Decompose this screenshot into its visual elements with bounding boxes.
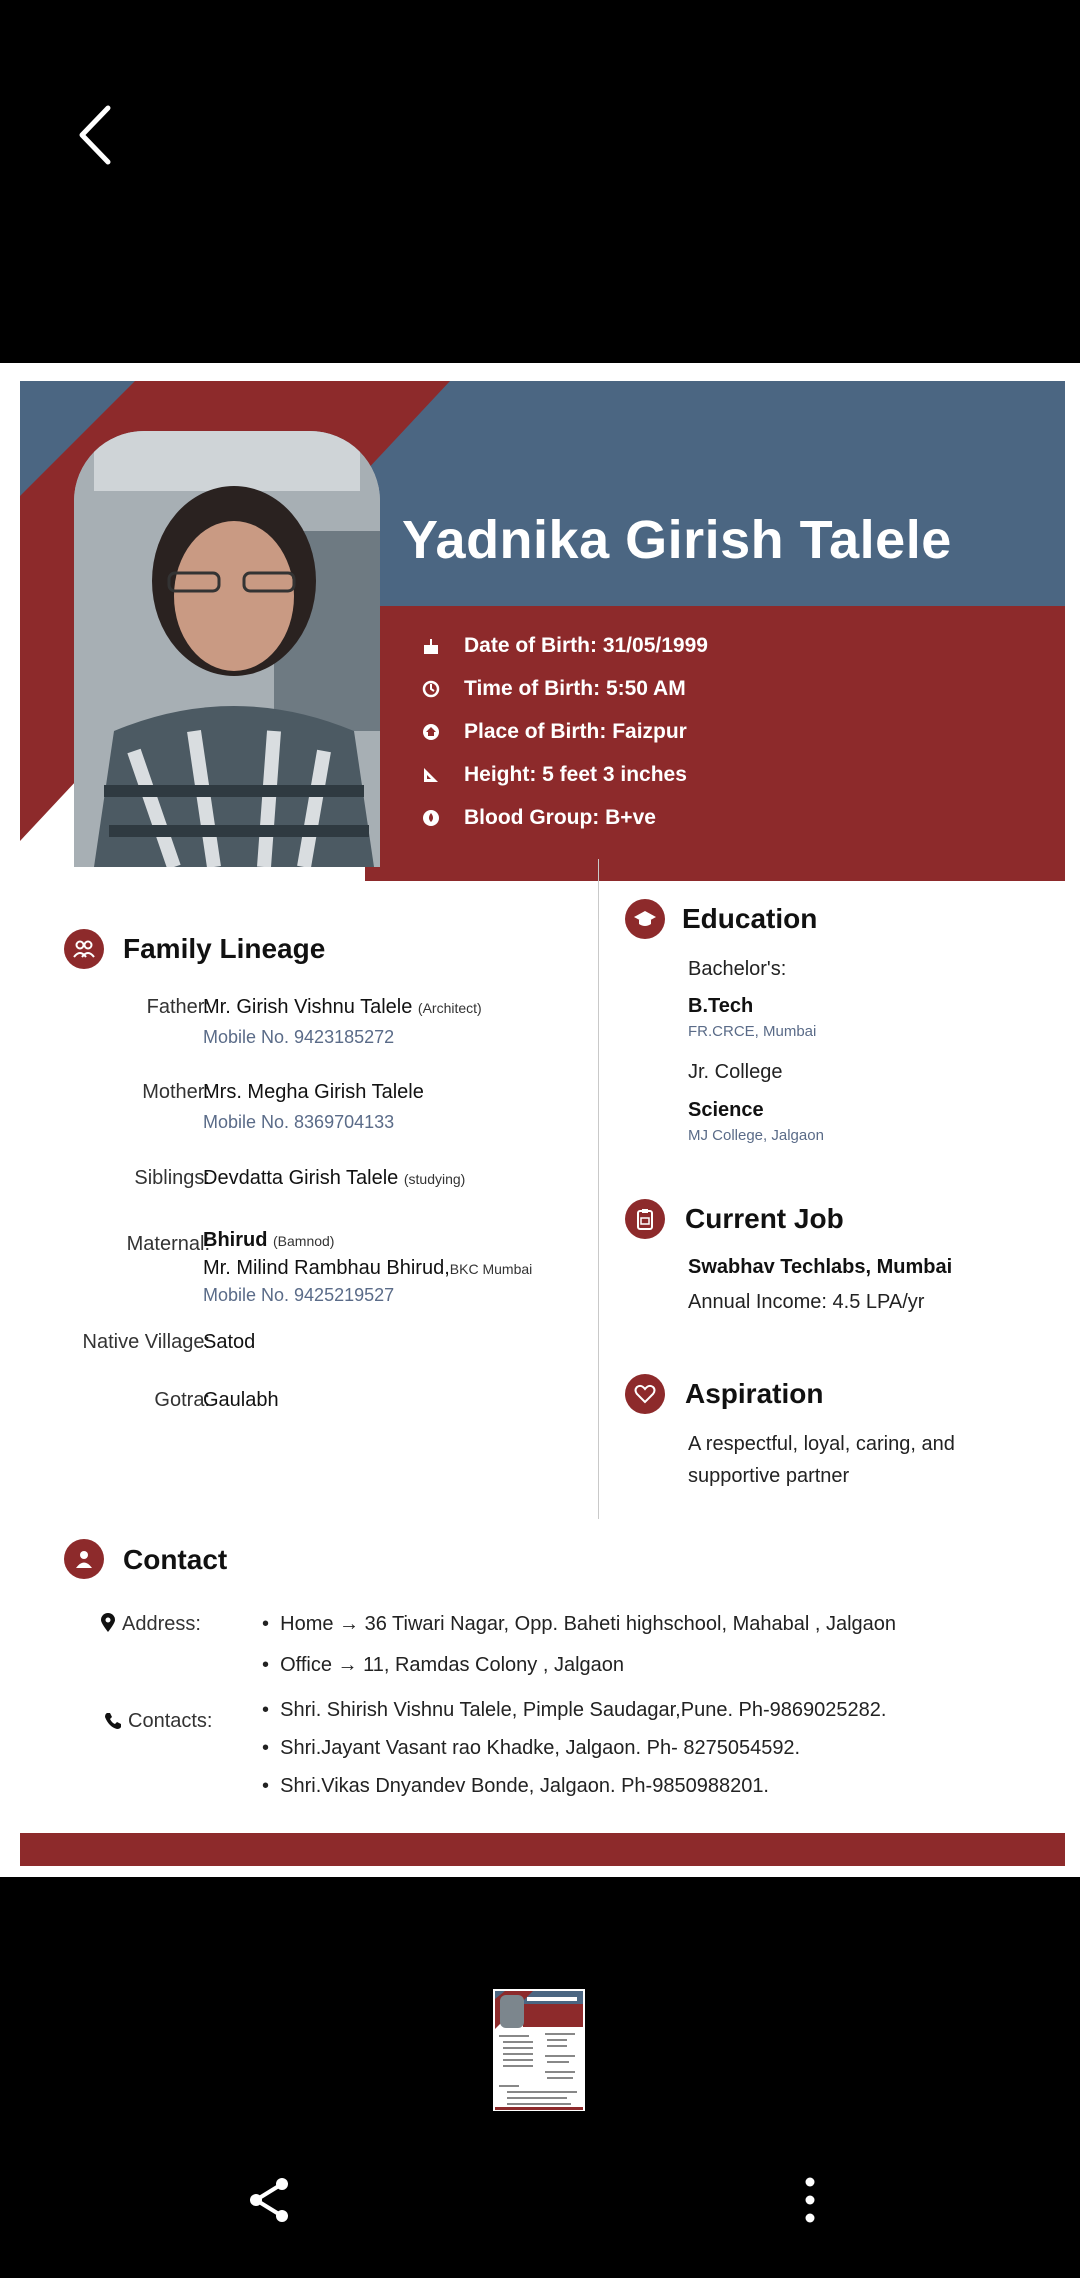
siblings-label: Siblings: bbox=[134, 1167, 210, 1189]
contact-1-text: Shri. Shirish Vishnu Talele, Pimple Saudagar,Pune. Ph-9869025282. bbox=[280, 1699, 887, 1721]
maternal-label: Maternal: bbox=[126, 1233, 210, 1255]
father-mobile: Mobile No. 9423185272 bbox=[203, 1027, 395, 1047]
clock-icon bbox=[420, 678, 442, 700]
location-pin-icon bbox=[100, 1613, 116, 1633]
job-income: Annual Income: 4.5 LPA/yr bbox=[688, 1291, 925, 1313]
address-office: • Office → 11, Ramdas Colony , Jalgaon bbox=[262, 1654, 625, 1676]
blood-group-text: Blood Group: B+ve bbox=[464, 806, 656, 829]
ruler-icon bbox=[420, 764, 442, 786]
father-value bbox=[203, 996, 482, 1019]
bachelor-degree: B.Tech bbox=[688, 995, 754, 1017]
pob-text: Place of Birth: Faizpur bbox=[464, 720, 687, 743]
person-icon bbox=[64, 1539, 104, 1579]
profile-photo bbox=[74, 431, 380, 867]
aspiration-line-1: A respectful, loyal, caring, and bbox=[688, 1433, 955, 1455]
siblings-value bbox=[203, 1167, 465, 1190]
page-thumbnail[interactable] bbox=[493, 1989, 585, 2111]
maternal-person-name: Mr. Milind Rambhau Bhirud, bbox=[203, 1257, 450, 1279]
college-label: Jr. College bbox=[688, 1061, 783, 1083]
share-icon[interactable] bbox=[246, 2175, 292, 2225]
address-home: • Home → 36 Tiwari Nagar, Opp. Baheti highschool, Mahabal , Jalgaon bbox=[262, 1613, 897, 1635]
mother-mobile: Mobile No. 8369704133 bbox=[203, 1112, 395, 1132]
father-name: Mr. Girish Vishnu Talele bbox=[203, 996, 413, 1018]
education-title: Education bbox=[682, 903, 818, 934]
father-label: Father: bbox=[146, 996, 210, 1018]
native-village-label: Native Village: bbox=[82, 1331, 210, 1353]
height-text: Height: 5 feet 3 inches bbox=[464, 763, 687, 786]
address-label-row bbox=[100, 1613, 201, 1636]
maternal-name: Bhirud bbox=[203, 1229, 268, 1251]
aspiration-line-2: supportive partner bbox=[688, 1465, 850, 1487]
contact-3: • Shri.Vikas Dnyandev Bonde, Jalgaon. Ph-9850988201. bbox=[262, 1775, 769, 1797]
contact-1: • Shri. Shirish Vishnu Talele, Pimple Saudagar,Pune. Ph-9869025282. bbox=[262, 1699, 887, 1721]
address-label: Address: bbox=[122, 1613, 201, 1635]
height-row bbox=[420, 763, 687, 787]
tob-row bbox=[420, 677, 686, 701]
maternal-value bbox=[203, 1229, 334, 1252]
address-office-text: Office → 11, Ramdas Colony , Jalgaon bbox=[280, 1654, 625, 1676]
maternal-note: (Bamnod) bbox=[273, 1233, 335, 1249]
siblings-name: Devdatta Girish Talele bbox=[203, 1167, 399, 1189]
more-vertical-icon[interactable] bbox=[798, 2176, 822, 2226]
mother-value: Mrs. Megha Girish Talele bbox=[203, 1081, 424, 1103]
pob-row bbox=[420, 720, 687, 744]
dob-row bbox=[420, 634, 708, 658]
contact-title: Contact bbox=[123, 1544, 228, 1575]
mother-label: Mother: bbox=[142, 1081, 210, 1103]
tob-text: Time of Birth: 5:50 AM bbox=[464, 677, 686, 700]
footer-bar bbox=[20, 1833, 1065, 1866]
column-divider bbox=[598, 859, 599, 1519]
contact-2: • Shri.Jayant Vasant rao Khadke, Jalgaon. Ph- 8275054592. bbox=[262, 1737, 801, 1759]
contacts-label-row bbox=[104, 1710, 212, 1733]
biodata-image bbox=[0, 363, 1080, 1877]
maternal-mobile: Mobile No. 9425219527 bbox=[203, 1285, 395, 1305]
profile-name: Yadnika Girish Talele bbox=[402, 510, 952, 570]
blood-drop-icon bbox=[420, 807, 442, 829]
phone-icon bbox=[104, 1712, 122, 1730]
chevron-left-icon[interactable] bbox=[70, 100, 120, 170]
maternal-person-note: BKC Mumbai bbox=[449, 1261, 533, 1277]
graduation-cap-icon bbox=[625, 899, 665, 939]
contact-2-text: Shri.Jayant Vasant rao Khadke, Jalgaon. Ph- 8275054592. bbox=[280, 1737, 801, 1759]
biodata-card bbox=[20, 381, 1065, 1866]
college-stream: Science bbox=[688, 1099, 764, 1121]
siblings-note: (studying) bbox=[403, 1171, 466, 1187]
clipboard-icon bbox=[625, 1199, 665, 1239]
cake-icon bbox=[420, 635, 442, 657]
contact-3-text: Shri.Vikas Dnyandev Bonde, Jalgaon. Ph-9850988201. bbox=[280, 1775, 769, 1797]
native-village-value: Satod bbox=[203, 1331, 256, 1353]
gotra-value: Gaulabh bbox=[203, 1389, 279, 1411]
blood-group-row bbox=[420, 806, 656, 830]
bachelor-label: Bachelor's: bbox=[688, 958, 787, 980]
maternal-person bbox=[203, 1257, 532, 1280]
address-home-text: Home → 36 Tiwari Nagar, Opp. Baheti highschool, Mahabal , Jalgaon bbox=[280, 1613, 897, 1635]
contacts-label: Contacts: bbox=[128, 1710, 213, 1732]
college-institute: MJ College, Jalgaon bbox=[688, 1127, 824, 1144]
family-icon bbox=[64, 929, 104, 969]
dob-text: Date of Birth: 31/05/1999 bbox=[464, 634, 708, 657]
job-company: Swabhav Techlabs, Mumbai bbox=[688, 1256, 953, 1278]
family-title: Family Lineage bbox=[123, 933, 326, 964]
aspiration-title: Aspiration bbox=[685, 1378, 824, 1409]
heart-icon bbox=[625, 1374, 665, 1414]
home-icon bbox=[420, 721, 442, 743]
father-note: (Architect) bbox=[417, 1000, 482, 1016]
gotra-label: Gotra: bbox=[154, 1389, 210, 1411]
job-title: Current Job bbox=[685, 1203, 844, 1234]
bachelor-institute: FR.CRCE, Mumbai bbox=[688, 1023, 817, 1040]
